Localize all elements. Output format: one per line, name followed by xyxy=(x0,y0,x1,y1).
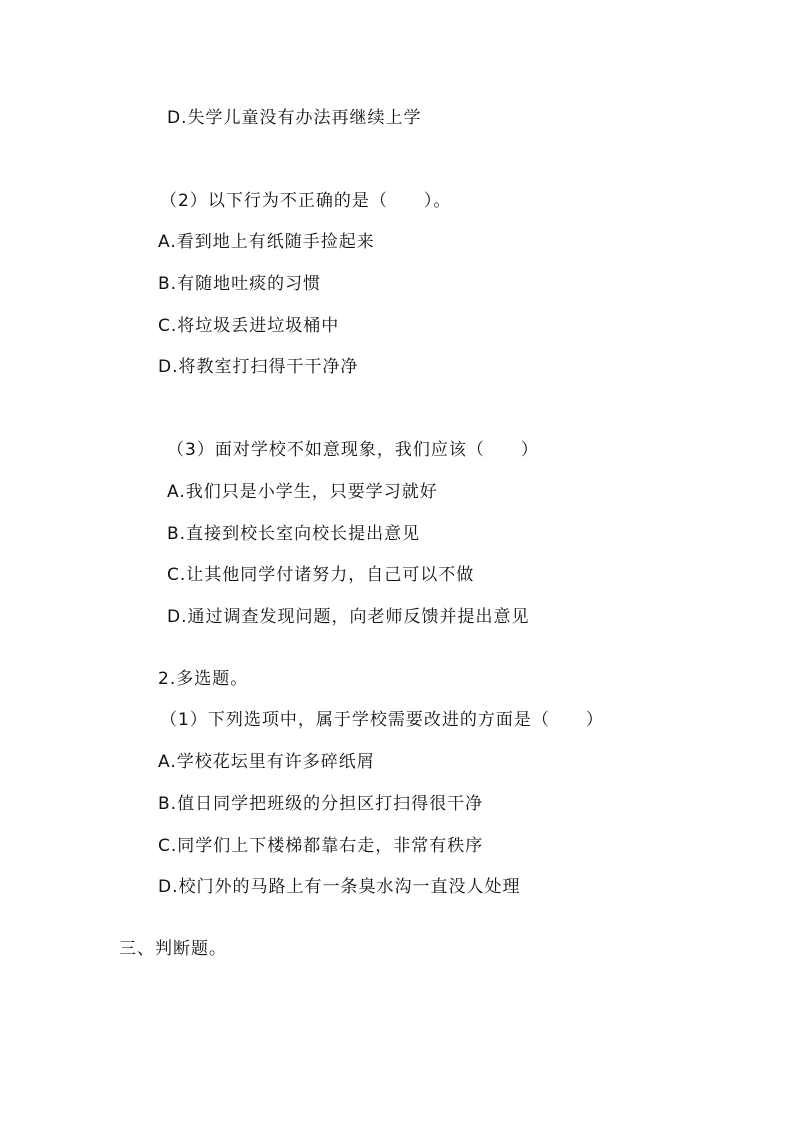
q1-option-d: D.失学儿童没有办法再继续上学 xyxy=(167,108,422,128)
q2-option-a: A.看到地上有纸随手捡起来 xyxy=(158,232,375,252)
q2-option-d: D.将教室打扫得干干净净 xyxy=(158,357,359,377)
q3-stem: （3）面对学校不如意现象，我们应该（ ） xyxy=(167,440,539,460)
q3-option-a: A.我们只是小学生，只要学习就好 xyxy=(167,482,438,502)
q3-option-d: D.通过调查发现问题，向老师反馈并提出意见 xyxy=(167,607,530,627)
section-3-heading: 三、判断题。 xyxy=(119,939,227,959)
multi-choice-heading: 2.多选题。 xyxy=(158,669,249,689)
q3-option-c: C.让其他同学付诸努力，自己可以不做 xyxy=(167,565,475,585)
q2-stem: （2）以下行为不正确的是（ ）。 xyxy=(160,191,452,211)
multi-q1-option-a: A.学校花坛里有许多碎纸屑 xyxy=(158,752,375,772)
multi-q1-stem: （1）下列选项中，属于学校需要改进的方面是（ ） xyxy=(160,710,604,730)
q2-option-c: C.将垃圾丢进垃圾桶中 xyxy=(158,316,340,336)
multi-q1-option-d: D.校门外的马路上有一条臭水沟一直没人处理 xyxy=(158,877,521,897)
q3-option-b: B.直接到校长室向校长提出意见 xyxy=(167,524,421,544)
multi-q1-option-c: C.同学们上下楼梯都靠右走，非常有秩序 xyxy=(158,836,484,856)
multi-q1-option-b: B.值日同学把班级的分担区打扫得很干净 xyxy=(158,794,484,814)
q2-option-b: B.有随地吐痰的习惯 xyxy=(158,274,322,294)
